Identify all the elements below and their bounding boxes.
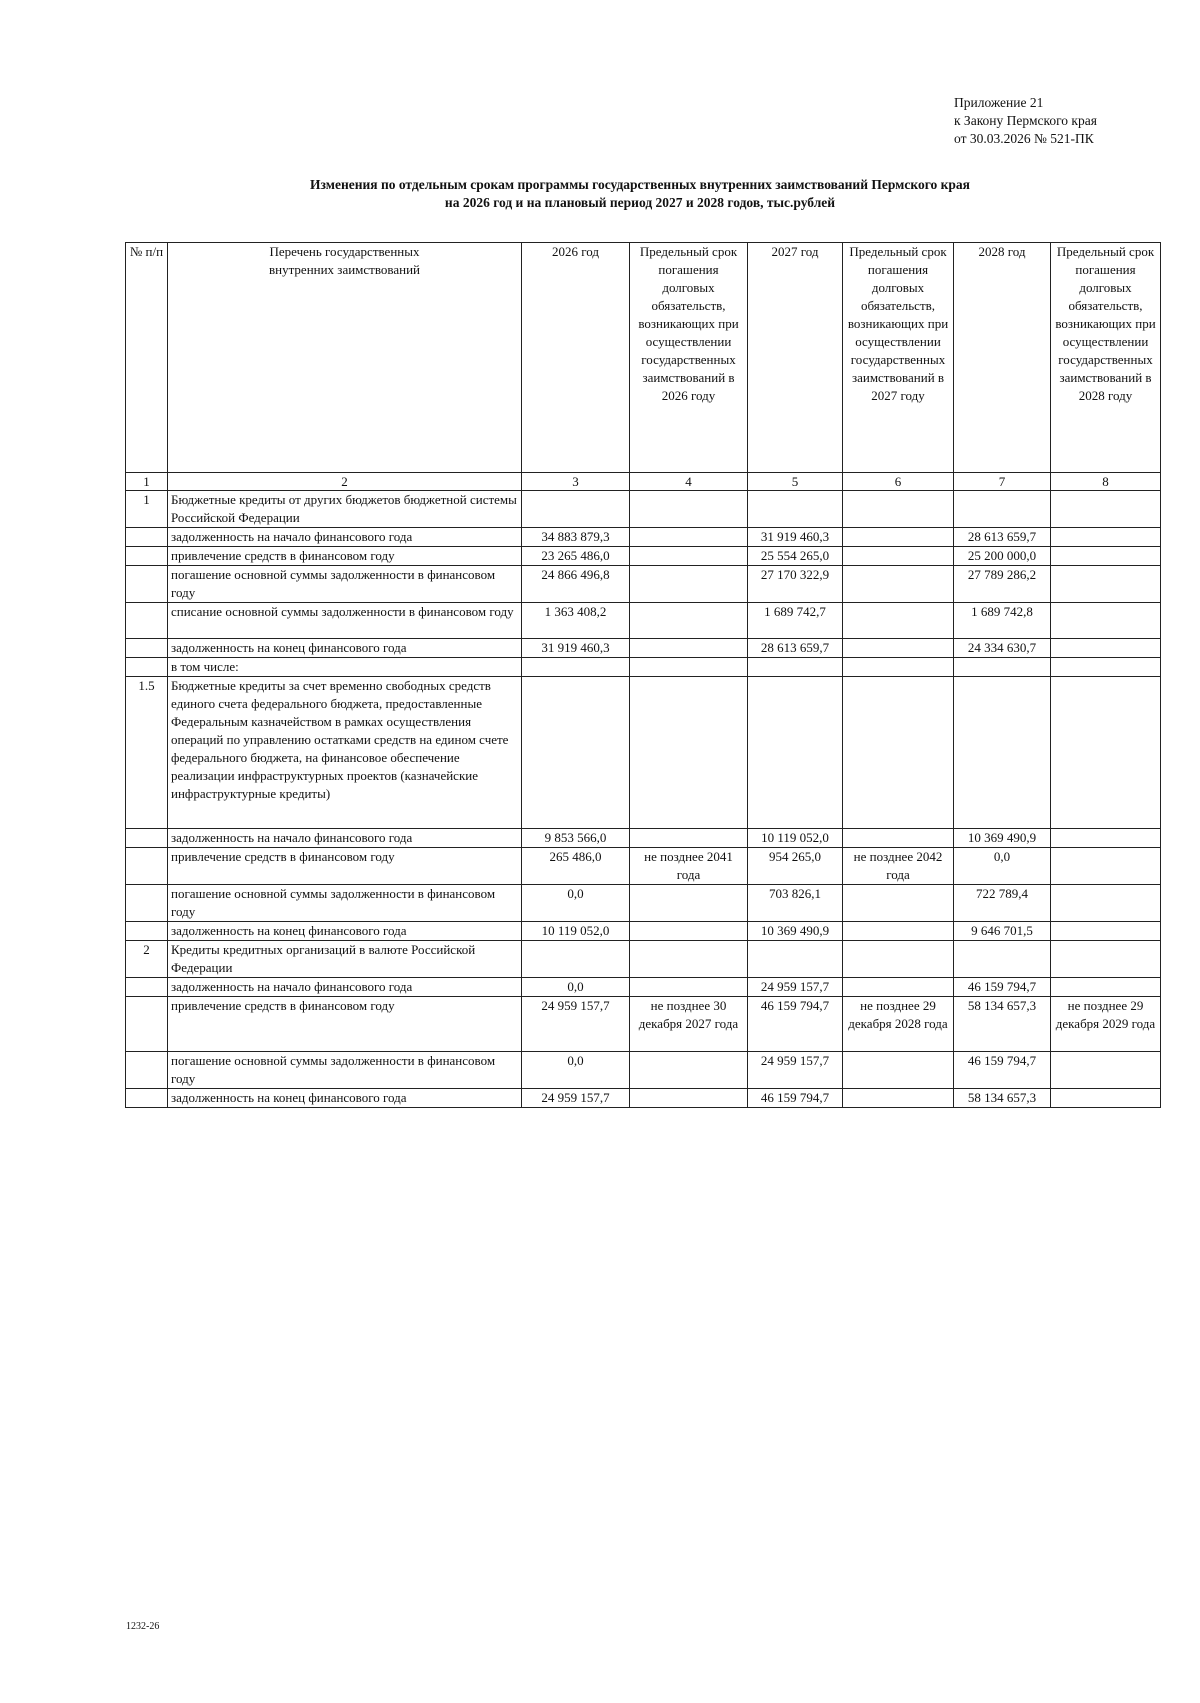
term-2026 [630, 491, 748, 528]
term-2028 [1051, 491, 1161, 528]
term-2026 [630, 1089, 748, 1108]
value-2028: 58 134 657,3 [954, 1089, 1051, 1108]
table-row [126, 658, 1161, 677]
term-2026 [630, 1052, 748, 1089]
value-2027: 10 369 490,9 [748, 922, 843, 941]
column-number-row [126, 473, 1161, 491]
table-header-row [126, 243, 1161, 473]
value-2027: 24 959 157,7 [748, 1052, 843, 1089]
term-2028 [1051, 941, 1161, 978]
row-number: 1.5 [126, 677, 168, 829]
value-2027: 28 613 659,7 [748, 639, 843, 658]
value-2028 [954, 658, 1051, 677]
term-2026 [630, 639, 748, 658]
value-2028: 10 369 490,9 [954, 829, 1051, 848]
value-2027: 954 265,0 [748, 848, 843, 885]
table-row [126, 848, 1161, 885]
term-2026 [630, 528, 748, 547]
header-2027: 2027 год [748, 243, 843, 473]
value-2026: 23 265 486,0 [522, 547, 630, 566]
row-name: списание основной суммы задолженности в финансовом году [168, 603, 522, 639]
col-number: 3 [522, 473, 630, 491]
appendix-line-1: Приложение 21 [954, 95, 1044, 110]
value-2027: 24 959 157,7 [748, 978, 843, 997]
value-2026 [522, 491, 630, 528]
row-number [126, 829, 168, 848]
value-2026: 31 919 460,3 [522, 639, 630, 658]
term-2027 [843, 639, 954, 658]
document-title [200, 176, 1080, 212]
value-2026 [522, 658, 630, 677]
borrowing-table [125, 242, 1161, 1108]
title-line-1: Изменения по отдельным срокам программы государственных внутренних заимствований Пермского края [310, 177, 970, 192]
header-num: № п/п [126, 243, 168, 473]
value-2028: 0,0 [954, 848, 1051, 885]
term-2026 [630, 978, 748, 997]
value-2028 [954, 491, 1051, 528]
value-2027 [748, 941, 843, 978]
term-2027 [843, 978, 954, 997]
table-row [126, 639, 1161, 658]
row-number [126, 639, 168, 658]
value-2028: 46 159 794,7 [954, 978, 1051, 997]
row-number [126, 547, 168, 566]
header-term-2028: Предельный срок погашения долговых обязательств, возникающих при осуществлении государственных заимствований в 2028 году [1051, 243, 1161, 473]
row-name: задолженность на начало финансового года [168, 829, 522, 848]
row-number [126, 1052, 168, 1089]
table-row [126, 829, 1161, 848]
value-2027: 27 170 322,9 [748, 566, 843, 603]
appendix-block [954, 94, 1097, 148]
value-2026: 1 363 408,2 [522, 603, 630, 639]
row-name: задолженность на конец финансового года [168, 922, 522, 941]
term-2026: не позднее 30 декабря 2027 года [630, 997, 748, 1052]
term-2026 [630, 885, 748, 922]
row-name: задолженность на конец финансового года [168, 1089, 522, 1108]
term-2027 [843, 566, 954, 603]
value-2028 [954, 677, 1051, 829]
value-2026: 24 866 496,8 [522, 566, 630, 603]
table-row [126, 547, 1161, 566]
value-2028: 24 334 630,7 [954, 639, 1051, 658]
header-2026: 2026 год [522, 243, 630, 473]
table-row [126, 1089, 1161, 1108]
term-2028 [1051, 547, 1161, 566]
row-number [126, 978, 168, 997]
term-2028 [1051, 677, 1161, 829]
term-2027 [843, 491, 954, 528]
term-2026 [630, 603, 748, 639]
row-number [126, 658, 168, 677]
term-2028 [1051, 922, 1161, 941]
table-row [126, 941, 1161, 978]
table-row [126, 1052, 1161, 1089]
value-2028: 722 789,4 [954, 885, 1051, 922]
term-2027 [843, 922, 954, 941]
term-2028 [1051, 528, 1161, 547]
term-2027 [843, 829, 954, 848]
term-2026 [630, 658, 748, 677]
row-number [126, 566, 168, 603]
term-2027 [843, 547, 954, 566]
value-2026: 9 853 566,0 [522, 829, 630, 848]
row-name: Кредиты кредитных организаций в валюте Российской Федерации [168, 941, 522, 978]
table-row [126, 978, 1161, 997]
row-name: задолженность на начало финансового года [168, 528, 522, 547]
term-2026 [630, 922, 748, 941]
term-2028 [1051, 603, 1161, 639]
document-code: 1232-26 [126, 1621, 160, 1632]
row-name: Бюджетные кредиты за счет временно свободных средств единого счета федерального бюджета, предоставленные Федеральным казначейством в рамках осуществления операций по управлению остатками средств на едином счете федерального бюджета, на финансовое обеспечение реализации инфраструктурных проектов (казначейские инфраструктурные кредиты) [168, 677, 522, 829]
header-list: Перечень государственных внутренних заимствований [168, 243, 522, 473]
value-2026: 34 883 879,3 [522, 528, 630, 547]
col-number: 6 [843, 473, 954, 491]
value-2028: 58 134 657,3 [954, 997, 1051, 1052]
row-number [126, 848, 168, 885]
value-2026: 0,0 [522, 885, 630, 922]
term-2028 [1051, 885, 1161, 922]
row-name: привлечение средств в финансовом году [168, 848, 522, 885]
row-name: погашение основной суммы задолженности в финансовом году [168, 885, 522, 922]
term-2027 [843, 1089, 954, 1108]
value-2026 [522, 677, 630, 829]
term-2028 [1051, 978, 1161, 997]
term-2028 [1051, 566, 1161, 603]
term-2027 [843, 603, 954, 639]
term-2027 [843, 885, 954, 922]
table-row [126, 528, 1161, 547]
value-2026: 265 486,0 [522, 848, 630, 885]
value-2027: 46 159 794,7 [748, 997, 843, 1052]
term-2028 [1051, 1052, 1161, 1089]
term-2028 [1051, 639, 1161, 658]
table-row [126, 603, 1161, 639]
term-2026 [630, 941, 748, 978]
value-2028: 28 613 659,7 [954, 528, 1051, 547]
header-term-2027: Предельный срок погашения долговых обязательств, возникающих при осуществлении государственных заимствований в 2027 году [843, 243, 954, 473]
value-2028: 27 789 286,2 [954, 566, 1051, 603]
row-number: 1 [126, 491, 168, 528]
term-2028 [1051, 658, 1161, 677]
value-2028: 46 159 794,7 [954, 1052, 1051, 1089]
header-2028: 2028 год [954, 243, 1051, 473]
col-number: 7 [954, 473, 1051, 491]
value-2027: 25 554 265,0 [748, 547, 843, 566]
value-2027: 31 919 460,3 [748, 528, 843, 547]
term-2026 [630, 547, 748, 566]
row-number [126, 922, 168, 941]
row-number: 2 [126, 941, 168, 978]
term-2027 [843, 528, 954, 547]
value-2027 [748, 491, 843, 528]
table-row [126, 885, 1161, 922]
col-number: 2 [168, 473, 522, 491]
table-row [126, 922, 1161, 941]
row-name: Бюджетные кредиты от других бюджетов бюджетной системы Российской Федерации [168, 491, 522, 528]
table-row [126, 566, 1161, 603]
col-number: 4 [630, 473, 748, 491]
term-2028 [1051, 1089, 1161, 1108]
table-row [126, 491, 1161, 528]
term-2027: не позднее 29 декабря 2028 года [843, 997, 954, 1052]
value-2026 [522, 941, 630, 978]
term-2027: не позднее 2042 года [843, 848, 954, 885]
row-name: привлечение средств в финансовом году [168, 997, 522, 1052]
value-2026: 0,0 [522, 978, 630, 997]
value-2026: 24 959 157,7 [522, 1089, 630, 1108]
value-2026: 24 959 157,7 [522, 997, 630, 1052]
col-number: 5 [748, 473, 843, 491]
value-2028: 1 689 742,8 [954, 603, 1051, 639]
table-row [126, 997, 1161, 1052]
term-2026 [630, 829, 748, 848]
term-2027 [843, 658, 954, 677]
term-2028 [1051, 848, 1161, 885]
term-2026 [630, 677, 748, 829]
col-number: 1 [126, 473, 168, 491]
term-2028 [1051, 829, 1161, 848]
row-number [126, 1089, 168, 1108]
term-2026 [630, 566, 748, 603]
term-2027 [843, 677, 954, 829]
value-2028: 25 200 000,0 [954, 547, 1051, 566]
term-2026: не позднее 2041 года [630, 848, 748, 885]
value-2027: 10 119 052,0 [748, 829, 843, 848]
term-2028: не позднее 29 декабря 2029 года [1051, 997, 1161, 1052]
row-number [126, 997, 168, 1052]
row-name: погашение основной суммы задолженности в финансовом году [168, 566, 522, 603]
row-number [126, 885, 168, 922]
row-name: задолженность на начало финансового года [168, 978, 522, 997]
row-name: погашение основной суммы задолженности в финансовом году [168, 1052, 522, 1089]
value-2027: 1 689 742,7 [748, 603, 843, 639]
value-2026: 0,0 [522, 1052, 630, 1089]
appendix-line-2: к Закону Пермского края [954, 113, 1097, 128]
row-name: в том числе: [168, 658, 522, 677]
value-2028 [954, 941, 1051, 978]
row-name: задолженность на конец финансового года [168, 639, 522, 658]
row-number [126, 603, 168, 639]
header-term-2026: Предельный срок погашения долговых обязательств, возникающих при осуществлении государственных заимствований в 2026 году [630, 243, 748, 473]
value-2027: 703 826,1 [748, 885, 843, 922]
term-2027 [843, 941, 954, 978]
term-2027 [843, 1052, 954, 1089]
value-2027 [748, 677, 843, 829]
title-line-2: на 2026 год и на плановый период 2027 и 2028 годов, тыс.рублей [444, 195, 836, 210]
col-number: 8 [1051, 473, 1161, 491]
appendix-line-3: от 30.03.2026 № 521-ПК [954, 131, 1094, 146]
value-2027: 46 159 794,7 [748, 1089, 843, 1108]
table-row [126, 677, 1161, 829]
value-2028: 9 646 701,5 [954, 922, 1051, 941]
value-2026: 10 119 052,0 [522, 922, 630, 941]
row-name: привлечение средств в финансовом году [168, 547, 522, 566]
row-number [126, 528, 168, 547]
value-2027 [748, 658, 843, 677]
